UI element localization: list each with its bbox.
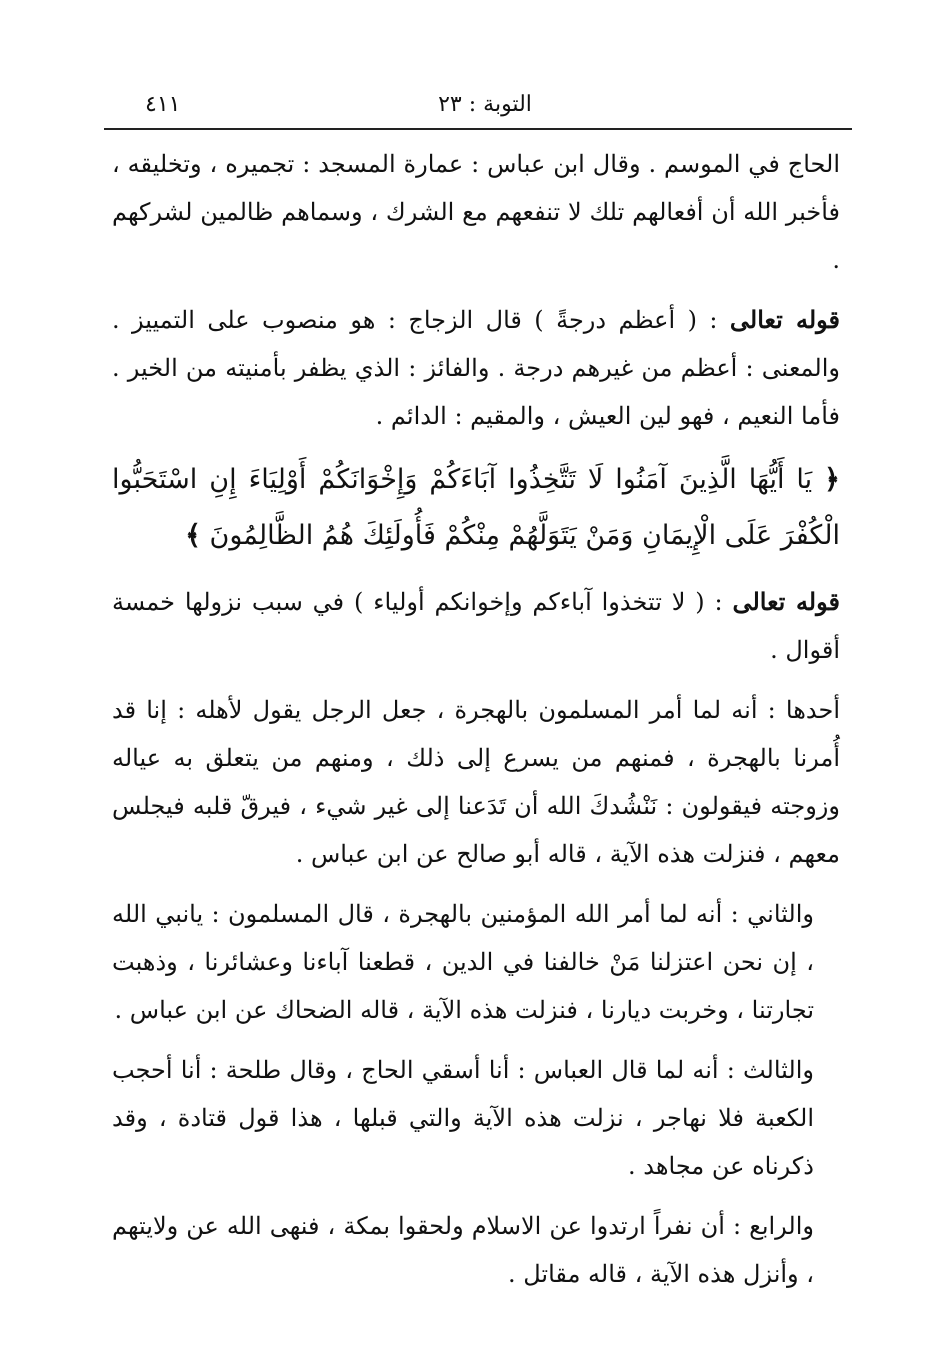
page-number: ٤١١ xyxy=(145,92,181,117)
paragraph-2 xyxy=(112,296,840,440)
verse-open-ornament: ﴿ xyxy=(824,464,840,495)
body-text xyxy=(112,140,840,1310)
paragraph-7 xyxy=(112,1202,840,1298)
paragraph-5-text: والثاني : أنه لما أمر الله المؤمنين بالهجرة ، قال المسلمون : يانبي الله ، إن نحن اعتزلنا مَنْ خالفنا في الدين ، قطعنا آباءنا وعشائرنا ، وذهبت تجارتنا ، وخربت ديارنا ، فنزلت هذه الآية ، قاله الضحاك عن ابن عباس . xyxy=(112,900,814,1024)
verse-close-ornament: ﴾ xyxy=(185,520,201,551)
paragraph-3-lead: قوله تعالى xyxy=(732,587,840,616)
paragraph-4 xyxy=(112,686,840,878)
paragraph-6 xyxy=(112,1046,840,1190)
paragraph-7-text: والرابع : أن نفراً ارتدوا عن الاسلام ولحقوا بمكة ، فنهى الله عن ولايتهم ، وأنزل هذه الآية ، قاله مقاتل . xyxy=(112,1212,814,1288)
paragraph-1 xyxy=(112,140,840,284)
verse-text: يَا أَيُّهَا الَّذِينَ آمَنُوا لَا تَتَّخِذُوا آبَاءَكُمْ وَإِخْوَانَكُمْ أَوْلِيَاءَ إِنِ اسْتَحَبُّوا الْكُفْرَ عَلَى الْإِيمَانِ وَمَنْ يَتَوَلَّهُمْ مِنْكُمْ فَأُولَئِكَ هُمُ الظَّالِمُونَ xyxy=(112,464,840,551)
header-rule xyxy=(104,128,852,130)
running-title: التوبة : ٢٣ xyxy=(438,92,532,117)
quran-verse xyxy=(112,452,840,564)
paragraph-1-text: الحاج في الموسم . وقال ابن عباس : عمارة المسجد : تجميره ، وتخليقه ، فأخبر الله أن أفعالهم تلك لا تنفعهم مع الشرك ، وسماهم ظالمين لشركهم . xyxy=(112,150,840,274)
paragraph-4-text: أحدها : أنه لما أمر المسلمون بالهجرة ، جعل الرجل يقول لأهله : إنا قد أُمرنا بالهجرة ، فمنهم من يسرع إلى ذلك ، ومنهم من يتعلق به عياله وزوجته فيقولون : نَنْشُدكَ الله أن تَدَعنا إلى غير شيء ، فيرقّ قلبه فيجلس معهم ، فنزلت هذه الآية ، قاله أبو صالح عن ابن عباس . xyxy=(112,696,840,868)
page-header xyxy=(120,90,850,126)
paragraph-6-text: والثالث : أنه لما قال العباس : أنا أسقي الحاج ، وقال طلحة : أنا أحجب الكعبة فلا نهاجر ، نزلت هذه الآية والتي قبلها ، هذا قول قتادة ، وقد ذكرناه عن مجاهد . xyxy=(112,1056,814,1180)
paragraph-3 xyxy=(112,578,840,674)
paragraph-2-text: : ( أعظم درجةً ) قال الزجاج : هو منصوب على التمييز . والمعنى : أعظم من غيرهم درجة . والفائز : الذي يظفر بأمنيته من الخير . فأما النعيم ، فهو لين العيش ، والمقيم : الدائم . xyxy=(112,306,840,430)
paragraph-2-lead: قوله تعالى xyxy=(729,305,841,334)
paragraph-3-text: : ( لا تتخذوا آباءكم وإخوانكم أولياء ) في سبب نزولها خمسة أقوال . xyxy=(112,588,840,664)
paragraph-5 xyxy=(112,890,840,1034)
